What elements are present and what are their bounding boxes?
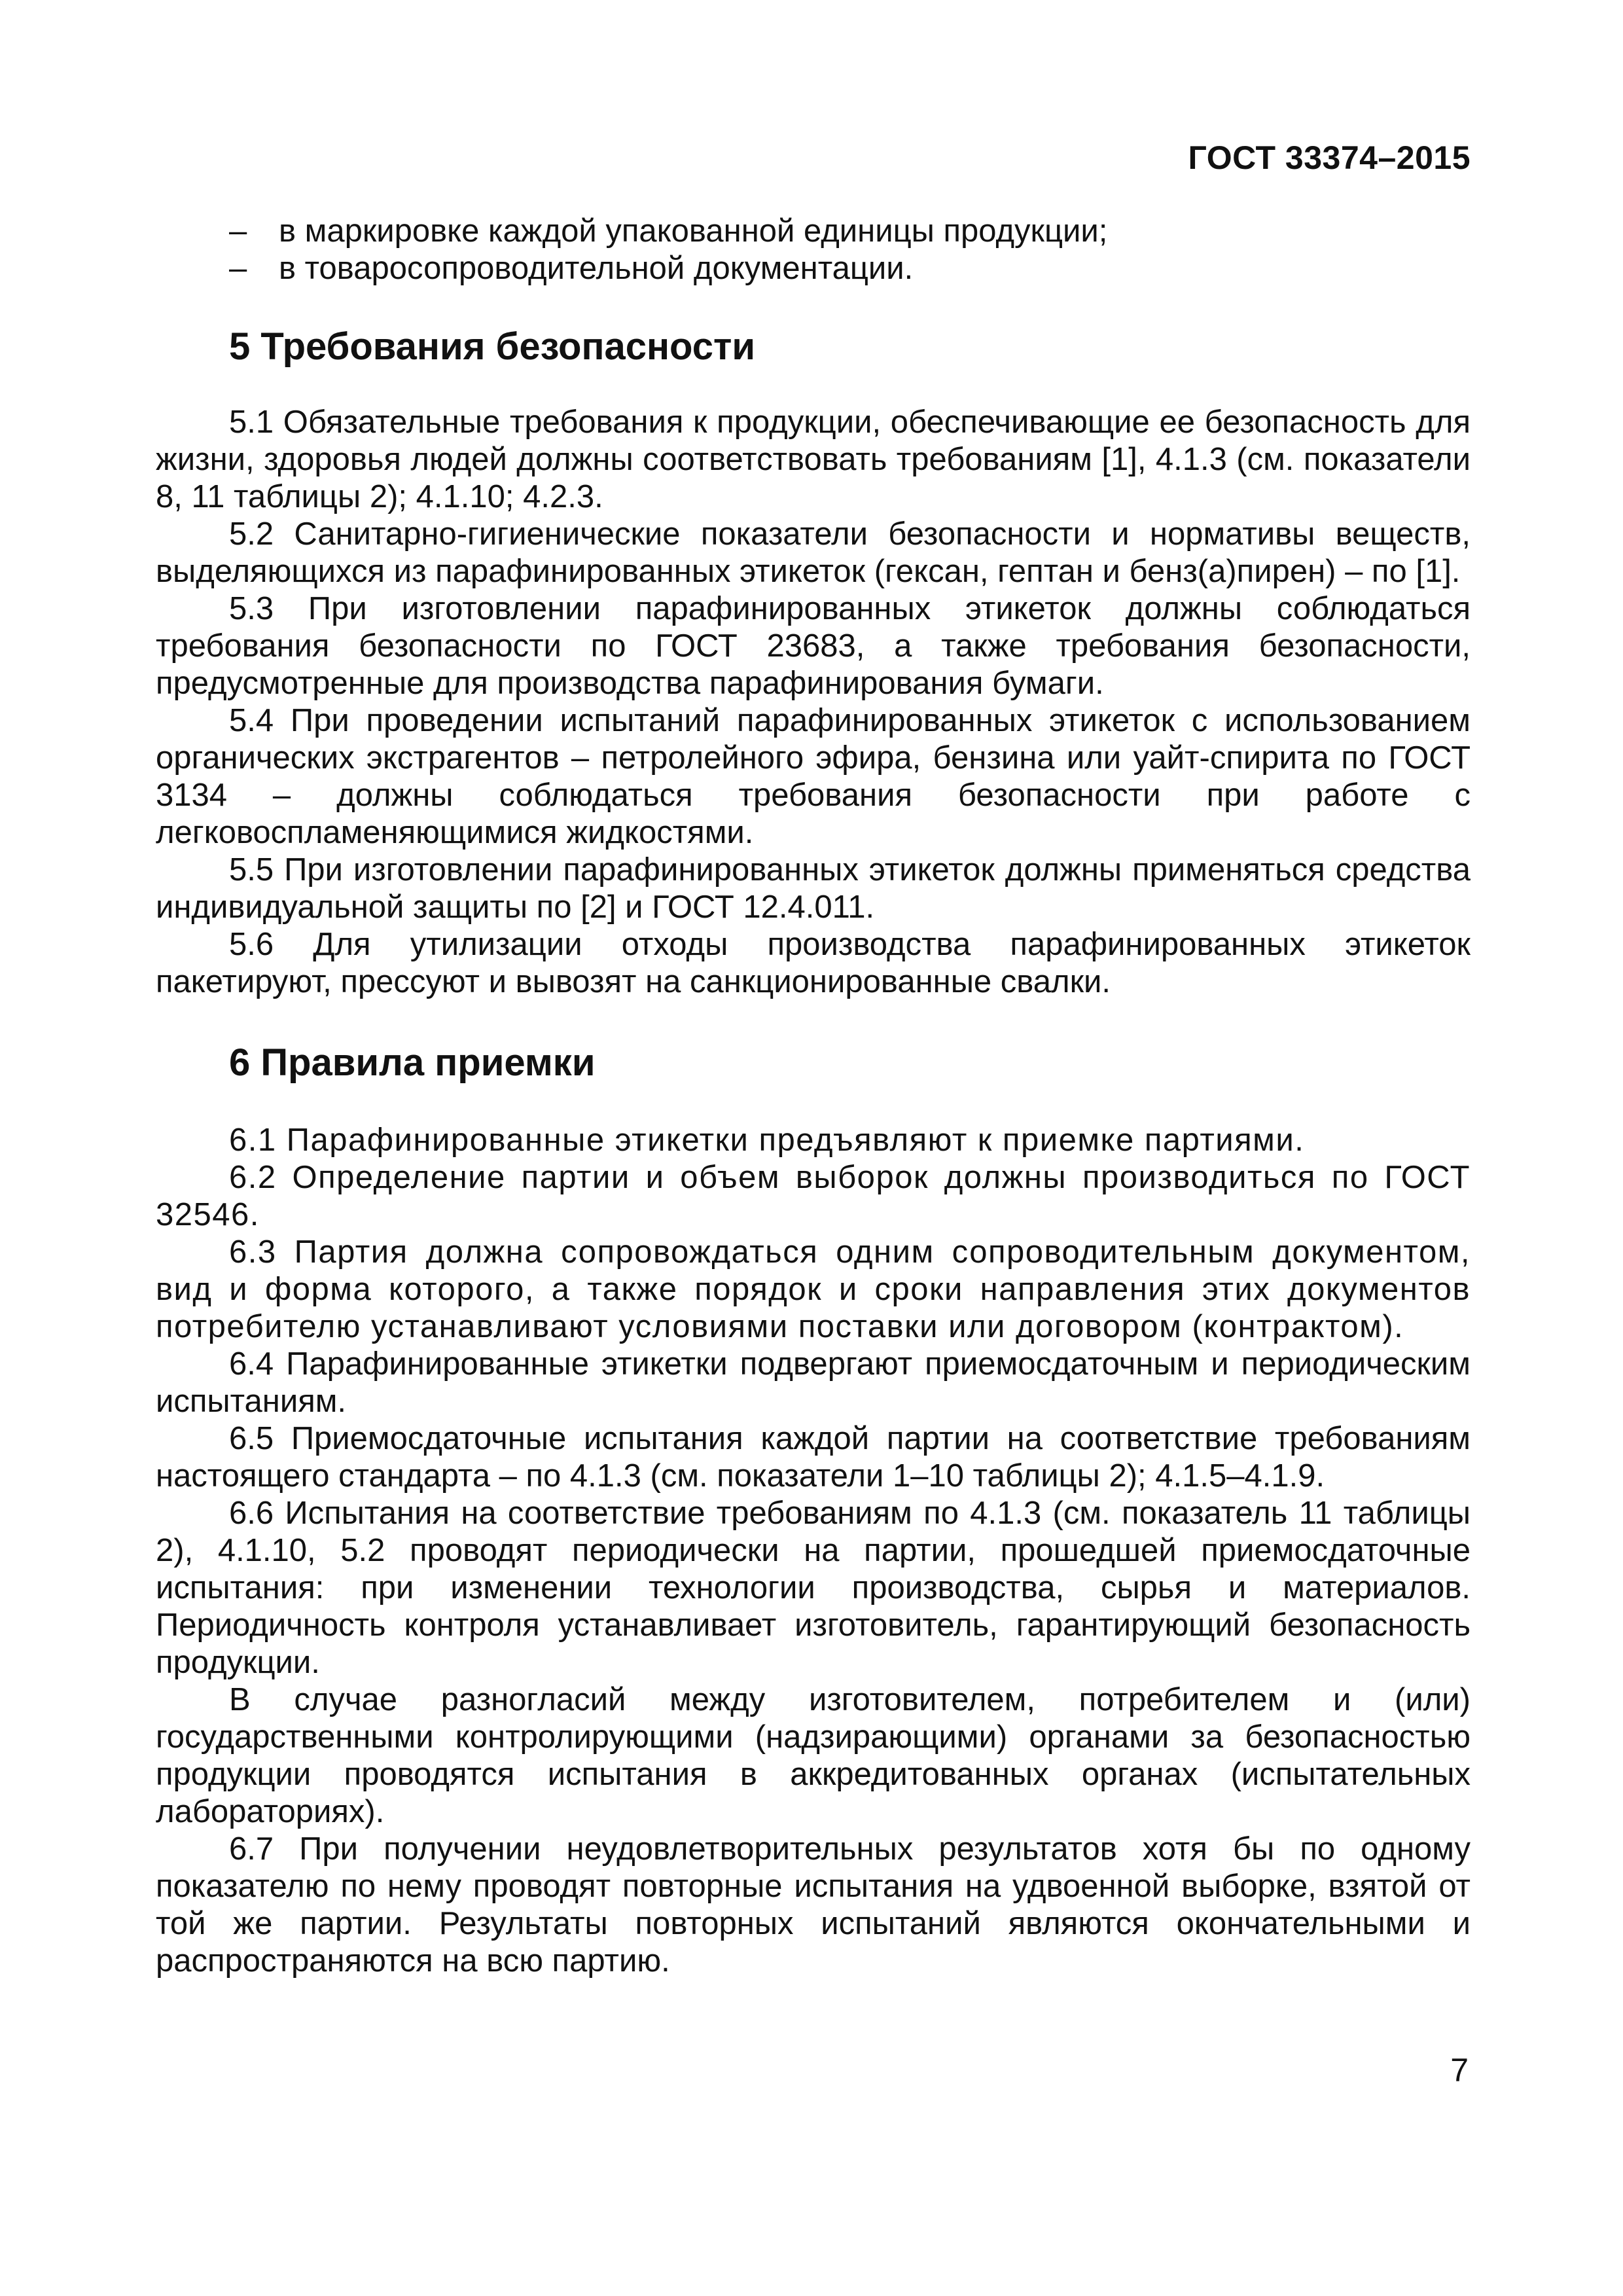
bullet-text: в маркировке каждой упакованной единицы продукции; <box>279 213 1108 249</box>
dash-marker: – <box>229 251 247 286</box>
paragraph-6-3: 6.3 Партия должна сопровождаться одним сопроводительным документом, вид и форма которого, а также порядок и сроки направления этих документов потребителю устанавливают условиями поставки или договором (контрактом). <box>156 1234 1471 1344</box>
paragraph-5-2: 5.2 Санитарно-гигиенические показатели безопасности и нормативы веществ, выделяющихся из парафинированных этикеток (гексан, гептан и бенз(а)пирен) – по [1]. <box>156 516 1471 589</box>
paragraph-6-6-disputes: В случае разногласий между изготовителем, потребителем и (или) государственными контролирующими (надзирающими) органами за безопасностью продукции проводятся испытания в аккредитованных органах (испытательных лабораториях). <box>156 1682 1471 1829</box>
paragraph-5-5: 5.5 При изготовлении парафинированных этикеток должны применяться средства индивидуальной защиты по [2] и ГОСТ 12.4.011. <box>156 852 1471 925</box>
paragraph-6-4: 6.4 Парафинированные этикетки подвергают приемосдаточным и периодическим испытаниям. <box>156 1346 1471 1419</box>
paragraph-5-4: 5.4 При проведении испытаний парафинированных этикеток с использованием органических экстрагентов – петролейного эфира, бензина или уайт-спирита по ГОСТ 3134 – должны соблюдаться требования безопасности при работе с легковоспламеняющимися жидкостями. <box>156 703 1471 850</box>
page-number: 7 <box>1450 2052 1469 2089</box>
paragraph-6-1: 6.1 Парафинированные этикетки предъявляют к приемке партиями. <box>229 1122 1305 1158</box>
paragraph-6-6: 6.6 Испытания на соответствие требованиям по 4.1.3 (см. показатель 11 таблицы 2), 4.1.10, 5.2 проводят периодически на партии, прошедшей приемосдаточные испытания: при изменении технологии производства, сырья и материалов. Периодичность контроля устанавливает изготовитель, гарантирующий безопасность продукции. <box>156 1496 1471 1680</box>
page-content <box>156 213 1471 1980</box>
paragraph-5-6: 5.6 Для утилизации отходы производства парафинированных этикеток пакетируют, прессуют и вывозят на санкционированные свалки. <box>156 927 1471 999</box>
section-5-heading: 5 Требования безопасности <box>229 325 756 368</box>
bullet-item <box>156 250 1471 287</box>
paragraph-6-2: 6.2 Определение партии и объем выборок должны производиться по ГОСТ 32546. <box>156 1160 1471 1232</box>
document-code-header: ГОСТ 33374–2015 <box>1188 139 1471 176</box>
dash-marker: – <box>229 213 247 249</box>
bullet-text: в товаросопроводительной документации. <box>279 251 914 286</box>
paragraph-5-3: 5.3 При изготовлении парафинированных этикеток должны соблюдаться требования безопасности по ГОСТ 23683, а также требования безопасности, предусмотренные для производства парафинирования бумаги. <box>156 591 1471 701</box>
paragraph-6-7: 6.7 При получении неудовлетворительных результатов хотя бы по одному показателю по нему проводят повторные испытания на удвоенной выборке, взятой от той же партии. Результаты повторных испытаний являются окончательными и распространяются на всю партию. <box>156 1831 1471 1979</box>
paragraph-5-1: 5.1 Обязательные требования к продукции, обеспечивающие ее безопасность для жизни, здоровья людей должны соответствовать требованиям [1], 4.1.3 (см. показатели 8, 11 таблицы 2); 4.1.10; 4.2.3. <box>156 404 1471 514</box>
section-6-heading: 6 Правила приемки <box>229 1041 596 1084</box>
paragraph-6-5: 6.5 Приемосдаточные испытания каждой партии на соответствие требованиям настоящего стандарта – по 4.1.3 (см. показатели 1–10 таблицы 2); 4.1.5–4.1.9. <box>156 1421 1471 1494</box>
bullet-item <box>156 213 1471 250</box>
